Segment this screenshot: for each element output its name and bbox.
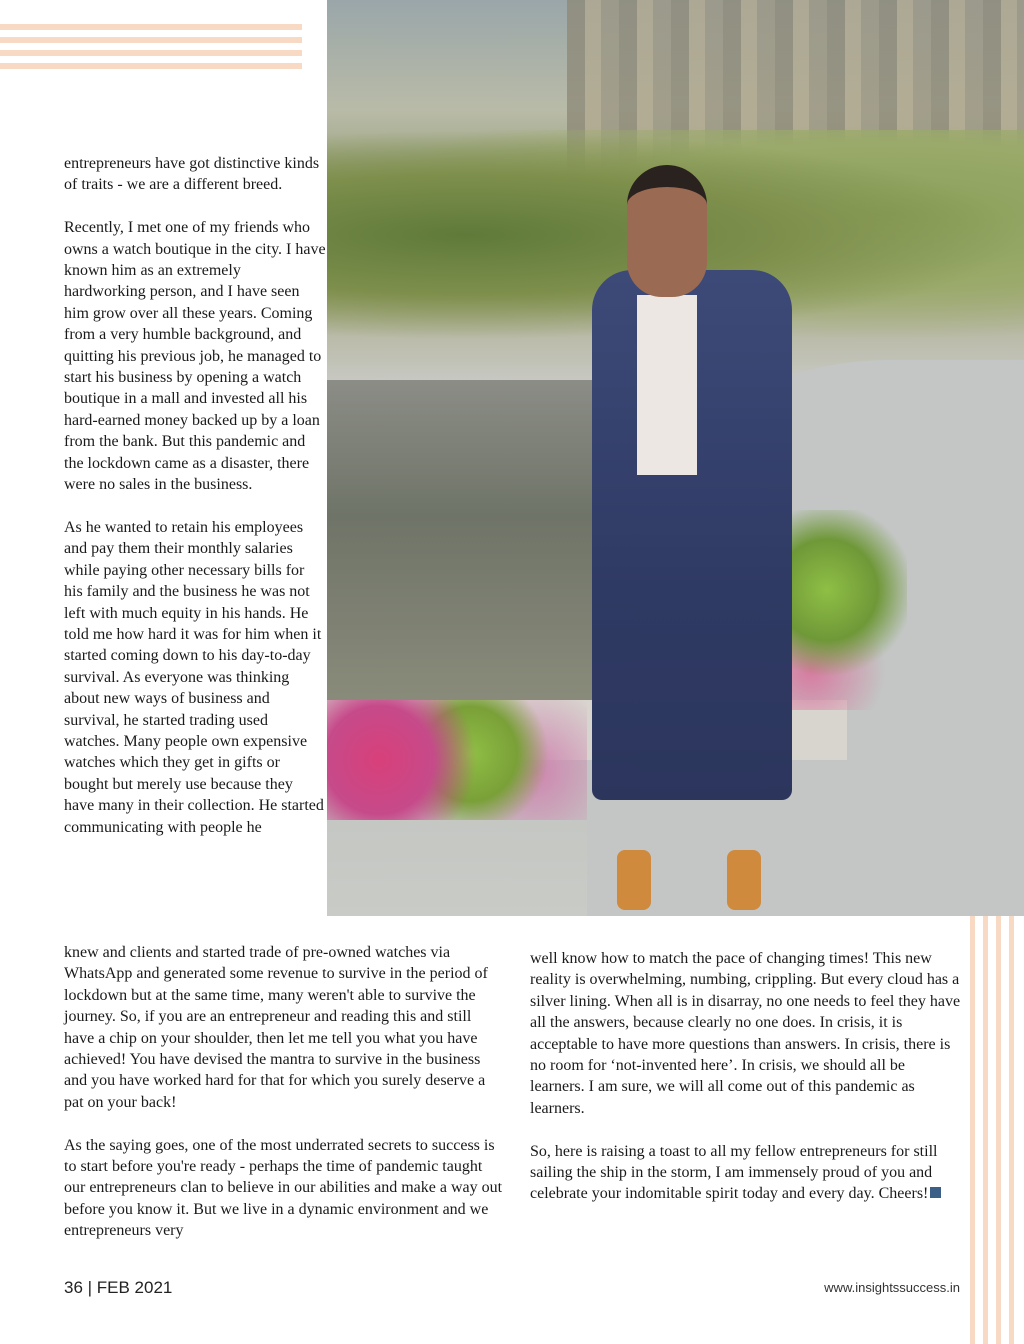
article-column-2-text: well know how to match the pace of changing times! This new reality is overwhelming, numbing, crippling. But every cloud has a silver lining. When all is in disarray, no one needs to feel they have all the answers, because clearly no one does. In crisis, it is acceptable to have more questions than answers. In crisis, there is no room for ‘not-invented here’. In crisis, we should all be learners. I am sure, we will all come out of this pandemic as learners. So, here is raising a toast to all my fellow entrepreneurs for still sailing the ship in the storm, I am immensely proud of you and celebrate your indomitable spirit today and every day. Cheers! [530,950,961,1203]
website-url: www.insightssuccess.in [824,1280,960,1295]
article-column-1-top: entrepreneurs have got distinctive kinds of traits - we are a different breed. Recently, I met one of my friends who owns a watch boutique in the city. I have known him as an extremely hardworking person, and I have seen him grow over all these years. Coming from a very humble background, and quitting his previous job, he managed to start his business by opening a watch boutique in a mall and invested all his hard-earned money backed up by a loan from the bank. But this pandemic and the lockdown came as a disaster, there were no sales in the business. As he wanted to retain his employees and pay them their monthly salaries while paying other necessary bills for his family and the business he was not left with much equity in his hands. He told me how hard it was for him when it started coming down to his day-to-day survival. As everyone was thinking about new ways of business and survival, he started trading used watches. Many people own expensive watches which they get in gifts or bought but merely use because they have many in their collection. He started communicating with people he [64,155,326,836]
portrait-photo [327,0,1024,916]
article-column-2 [530,948,962,1205]
square-end-mark-icon [930,1187,941,1198]
page-number: 36 | FEB 2021 [64,1278,173,1297]
article-column-1-bottom: knew and clients and started trade of pre-owned watches via WhatsApp and generated some revenue to survive in the period of lockdown but at the same time, many weren't able to survive the journey. So, if you are an entrepreneur and reading this and still have a chip on your shoulder, then let me tell you what you have achieved! You have devised the mantra to survive in the business and you have worked hard for that for which you surely deserve a pat on your back! As the saying goes, one of the most underrated secrets to success is to start before you're ready - perhaps the time of pandemic taught our entrepreneurs clan to believe in our abilities and make a way out before you know it. But we live in a dynamic environment and we entrepreneurs very [64,944,503,1240]
decorative-stripes-right [970,916,1024,1344]
decorative-stripes-top-left [0,24,302,76]
